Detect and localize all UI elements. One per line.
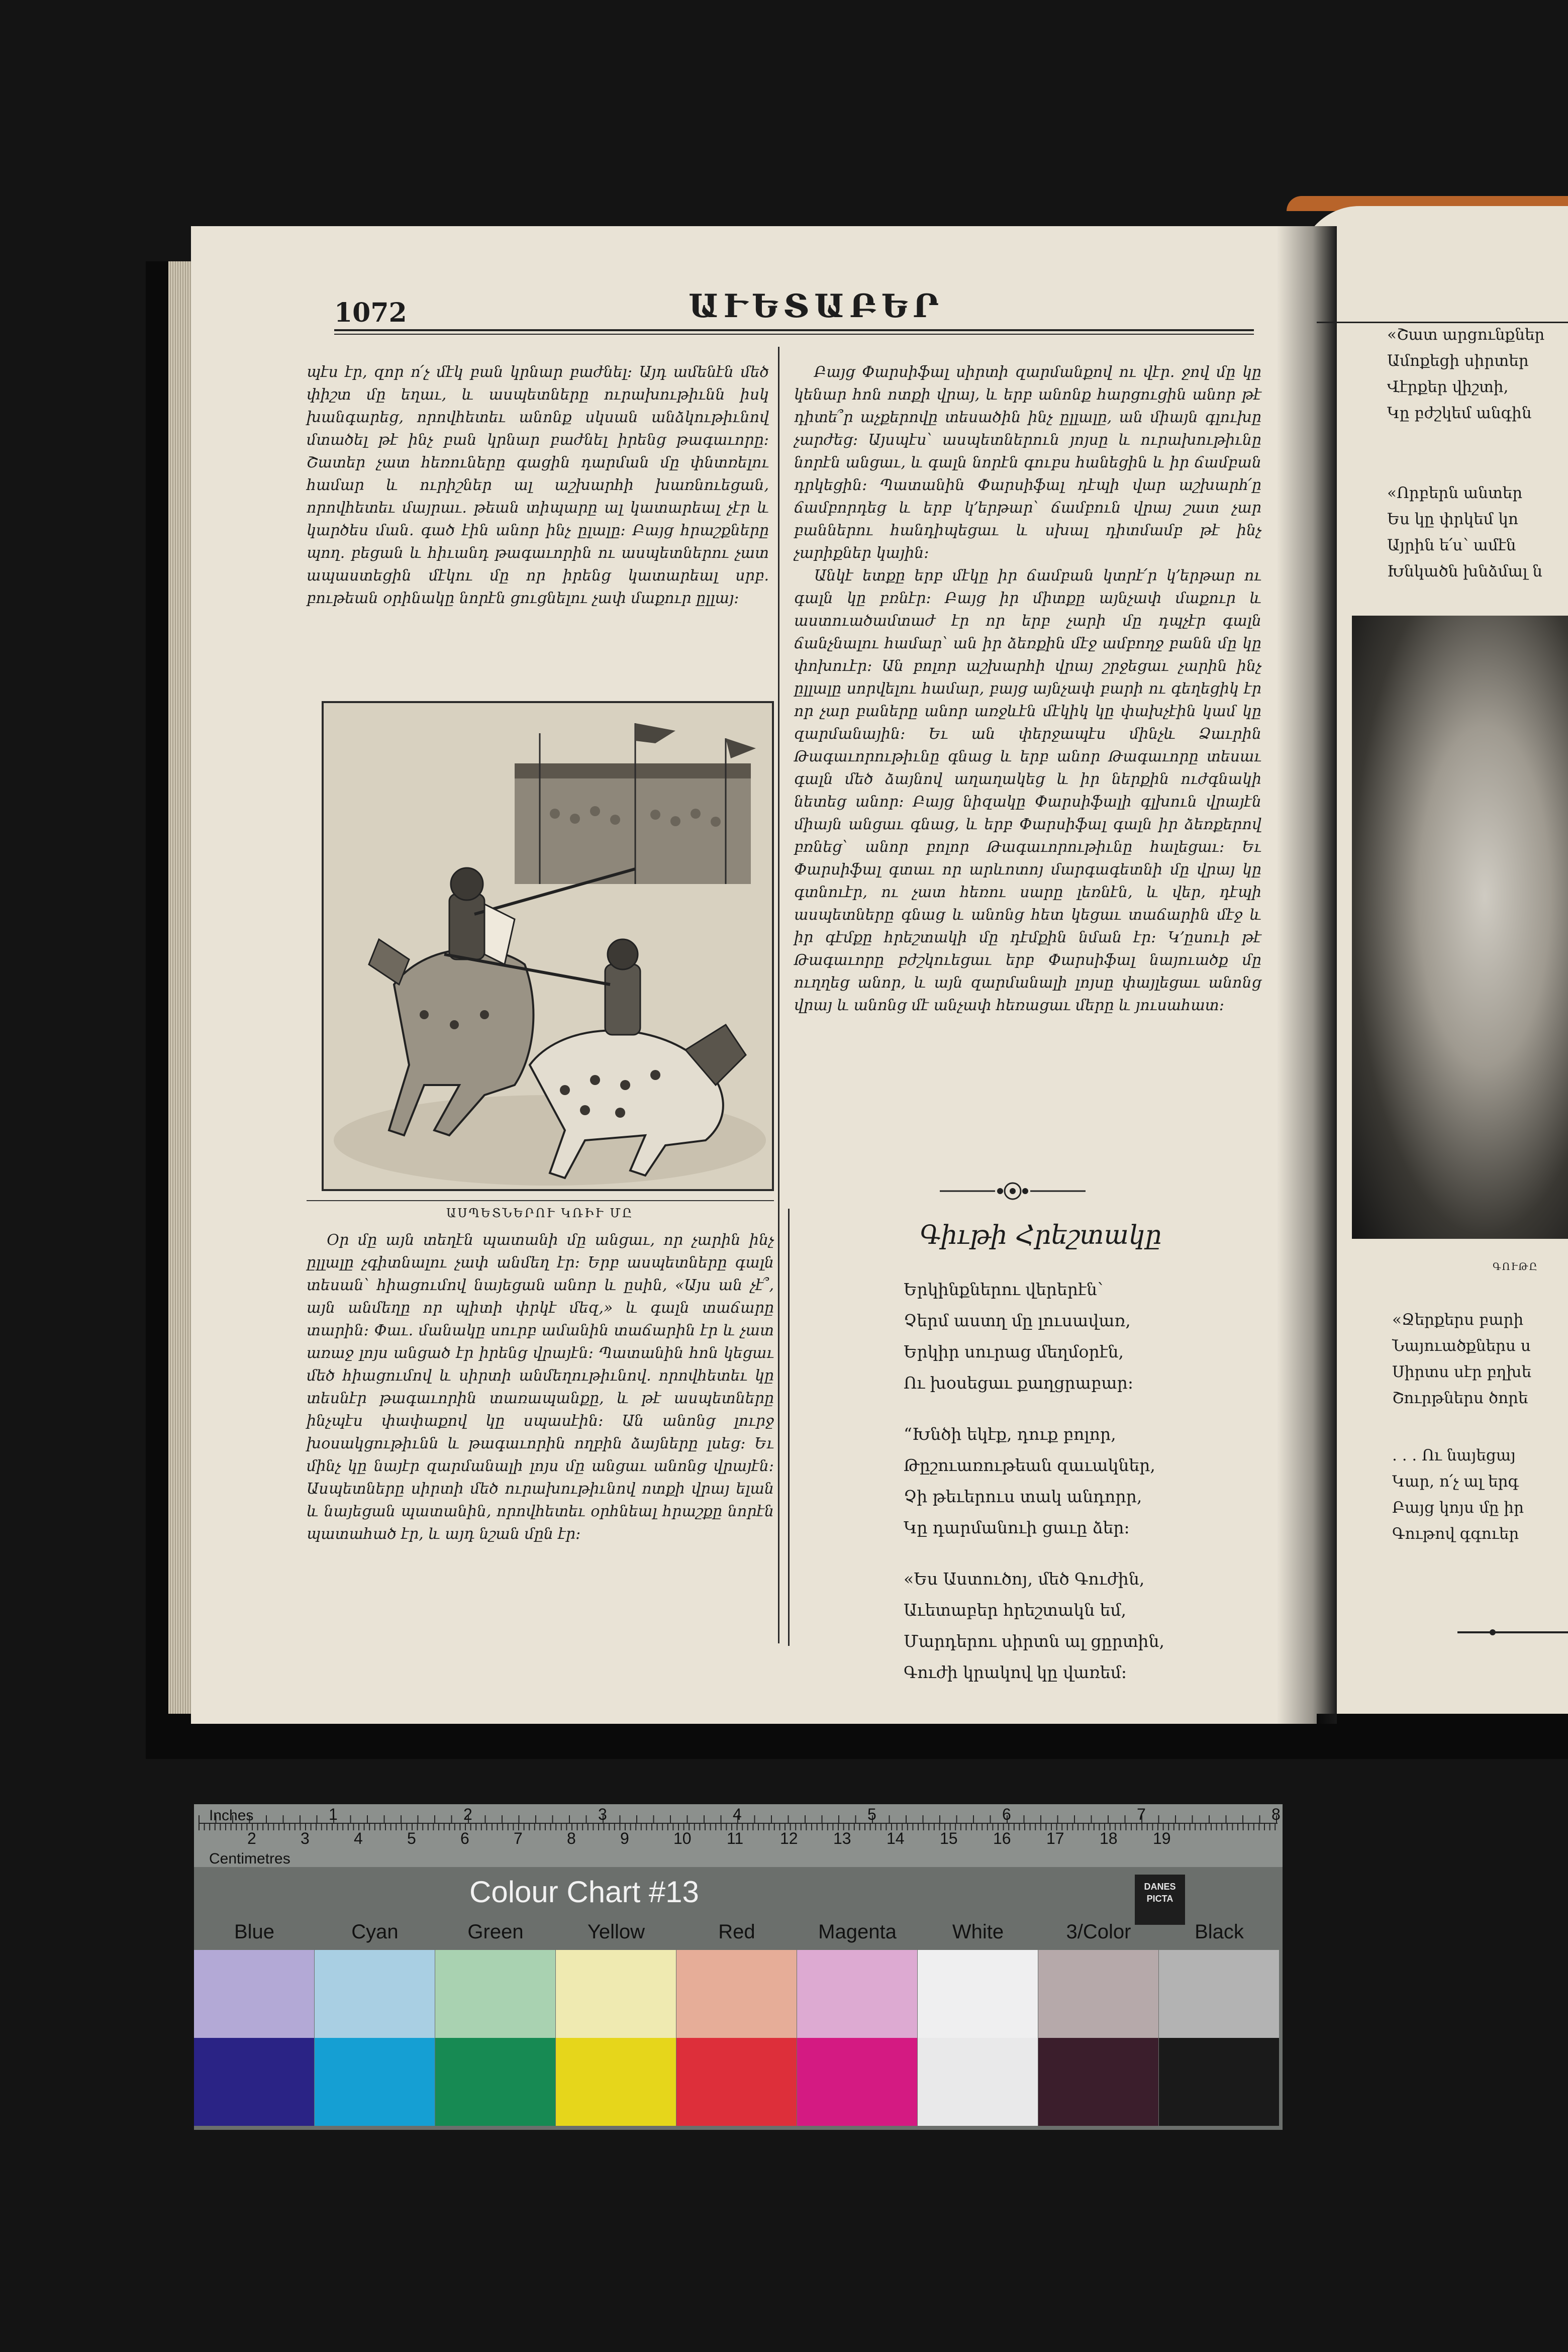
ruler-cm-number: 6 bbox=[460, 1829, 469, 1847]
ruler-cm-number: 16 bbox=[993, 1829, 1011, 1847]
swatch-label: 3/Color bbox=[1066, 1921, 1131, 1943]
ruler-cm-number: 17 bbox=[1046, 1829, 1064, 1847]
column-right bbox=[794, 361, 1261, 1017]
ornament-divider-icon bbox=[940, 1181, 1086, 1201]
ruler-inch-number: 1 bbox=[329, 1805, 338, 1823]
bottom-column-divider bbox=[788, 1209, 790, 1646]
right-page-line: Վէրքեր վիշտի, bbox=[1387, 378, 1509, 396]
ruler-cm-number: 18 bbox=[1100, 1829, 1118, 1847]
swatch-dark bbox=[556, 2038, 676, 2126]
column-left-bottom-paragraph: Օր մը այն տեղէն պատանի մը անցաւ, որ չարին ինչ ըլլալը չգիտնալու չափ անմեղ էր։ Երբ ասպետները գալն տեսան՝ հիացումով նայեցան անոր և ըսին, «Այս ան չէ՞, այն անմեղը որ պիտի փրկէ մեզ,» և գալն տաճարը տարին։ Փաւ. մանակը սուրբ ամանին տաճարին էր և չատ առաջ լոյս անցած էր իրենց վրայէն։ Պատանին հոն կեցաւ մեծ հիացումով և սիրտի անմեղութիւնով. որովհետեւ կը տեսնէր թագաւորին տառապանքը, և թէ ասպետները ինչպէս փափաքով կը սպասէին։ Ան անոնց լուրջ խօսակցութիւնն և թագաւորին ողբին ձայները լսեց։ Եւ մինչ կը նայէր զարմանալի լոյս մը անցաւ անոնց վրայէն։ Ասպետները սիրտի մեծ ուրախութիւնով ոտքի վրայ ելան և նայեցան պատանին, որովհետեւ օրհնեալ հրաշքը նորէն պատահած էր, և այդ նշան մըն էր։ bbox=[307, 1231, 774, 1543]
right-page-line: Նայուածքներս ս bbox=[1392, 1337, 1531, 1355]
poem-line: Չի թեւերուս տակ անդորր, bbox=[904, 1487, 1142, 1506]
swatch-dark bbox=[918, 2038, 1038, 2126]
column-left-top-paragraph: պէս էր, զոր ո՛չ մէկ բան կրնար բաժնել։ Այդ ամենէն մեծ փիշտ մը եղաւ, և ասպետները ուրախութիւնն իսկ խանգարեց, որովհետեւ անոնք սկսան անձկութիւնով մտածել թէ ինչ բան կրնար բաժնել իրենց թագաւորը։ Շատեր չատ հեռուները գացին դարման մը փնտռելու համար և ուրիշներ ալ աշխարհի խառնուեցան, որովհետեւ մայրաւ. թեան տիպարը ալ կատարեալ չէր և կարծես ման. գած էին անոր ինչ ըլալը։ Բայց հրաշքները պող. բեցան և հիւանդ թագաւորին ու ասպետներու չատ ապաստեցին մէկու մը որ իրենց կատարեալ սրբ. բութեան օրինակը նորէն ցուցնելու չափ մաքուր ըլլայ։ bbox=[307, 363, 769, 607]
right-page-line: «Որբերն անտեր bbox=[1387, 484, 1523, 502]
poem-line: Գուժի կրակով կը վառեմ։ bbox=[904, 1662, 1127, 1682]
ruler-cm-number: 15 bbox=[940, 1829, 958, 1847]
swatch-light bbox=[315, 1950, 435, 2038]
poem-line: Ու խօսեցաւ քաղցրաբար։ bbox=[904, 1373, 1134, 1393]
ruler-inch-number: 5 bbox=[867, 1805, 876, 1823]
colour-chart bbox=[194, 1804, 1283, 2130]
right-page-line: «Ջերքերս բարի bbox=[1392, 1311, 1524, 1329]
page-title: ԱՒԵՏԱԲԵՐ bbox=[689, 287, 944, 325]
right-page-caption: ԳՈՒԹԸ bbox=[1493, 1260, 1538, 1272]
page-number: 1072 bbox=[334, 298, 407, 328]
ruler-cm-number: 14 bbox=[887, 1829, 905, 1847]
ruler-inch-number: 2 bbox=[463, 1805, 472, 1823]
column-right-paragraph-2: Անկէ ետքը երբ մէկը իր ճամբան կտրէ՛ր կ՚երթար ու գալն կը բռնէր։ Բայց իր միտքը այնչափ մաքուր և աստուածամտաժ էր որ երբ չարի մը դպչէր գալն ճանչնալու համար՝ ան իր ձեռքին մէջ ամբողջ բանն մը կը փոխուէր։ Ան բոլոր աշխարհի վրայ շրջեցաւ չարին ինչ ըլլալը սորվելու համար, բայց այնչափ բարի ու գեղեցիկ էր որ չար բաները անոր առջևէն մէկիկ կը փախչէին կամ կը զարմանային։ Եւ ան փերջապէս մինչև Ձաւրին Թագաւորութիւնը գնաց և երբ անոր Թագաւորը տեսաւ գալն մեծ ձայնով աղաղակեց և իր ներքին ուժգնակի նետեց անոր։ Բայց նիզակը Փարսիֆալի գլխուն վրայէն միայն անցաւ գնաց, և երբ Փարսիֆալ գալն իր ձեռքերով բռնեց՝ անոր բոլոր Թագաւորութիւնը հալեցաւ։ Եւ Փարսիֆալ գտաւ որ արևոտոյ մարգագետնի մը վրայ կը գտնուէր, ու չատ հեռու սարը լեռնէն, և վեր, դէպի ասպետները գնաց և անոնց հետ կեցաւ տաճարին մէջ և իր գէմքը հրեշտակի մը դէմքին նման էր։ Կ՚ըսուի թէ Թագաւորը բժշկուեցաւ երբ Փարսիֆալ նայուածք մը ուղղեց անոր, և այն զարմանալի լոյսը փայլեցաւ անոնց վրայ և անոնց մէ անչափ հեռացաւ մերը և յուսահատ։ bbox=[794, 567, 1261, 1014]
swatch-label: Red bbox=[718, 1921, 755, 1943]
ruler-cm-number: 19 bbox=[1153, 1829, 1171, 1847]
right-page-top-verse bbox=[1387, 322, 1544, 426]
right-page-line: «Շատ արցունքներ bbox=[1387, 326, 1545, 344]
swatch-light bbox=[435, 1950, 555, 2038]
jousting-knights-image bbox=[324, 703, 772, 1189]
swatch-light bbox=[676, 1950, 797, 2038]
swatch-light bbox=[1159, 1950, 1279, 2038]
ruler-cm-number: 11 bbox=[727, 1829, 744, 1847]
ruler-cm-number: 7 bbox=[514, 1829, 523, 1847]
swatch-light bbox=[918, 1950, 1038, 2038]
right-page-line: Ամոքեցի սիրտեր bbox=[1387, 352, 1529, 370]
swatch-light bbox=[194, 1950, 314, 2038]
right-page-line: Կը բժշկեմ անգին bbox=[1387, 404, 1532, 422]
right-page-line: Ես կը փրկեմ կո bbox=[1387, 510, 1518, 528]
ruler-inch-number: 8 bbox=[1271, 1805, 1281, 1823]
ruler bbox=[194, 1804, 1283, 1867]
swatch-dark bbox=[435, 2038, 555, 2126]
colour-chart-title: Colour Chart #13 bbox=[469, 1875, 699, 1909]
right-page-photograph bbox=[1352, 616, 1568, 1239]
right-page-line: Սիրտս սէր բղխե bbox=[1392, 1363, 1532, 1381]
ruler-cm-number: 8 bbox=[567, 1829, 576, 1847]
ruler-inches-label: Inches bbox=[209, 1807, 254, 1824]
poem-title: Գիւթի Հրեշտակը bbox=[920, 1220, 1162, 1250]
ruler-inch-number: 3 bbox=[598, 1805, 607, 1823]
ruler-cm-number: 9 bbox=[620, 1829, 629, 1847]
right-page-line: Խնկածն խնձմալ ն bbox=[1387, 562, 1542, 580]
right-page-end-verse bbox=[1392, 1442, 1524, 1547]
swatch-light bbox=[556, 1950, 676, 2038]
poem-line: Չերմ աստղ մը լուսավառ, bbox=[904, 1311, 1131, 1330]
right-page-bottom-verse bbox=[1392, 1307, 1531, 1411]
column-left-bottom bbox=[307, 1229, 774, 1545]
ruler-cm-number: 10 bbox=[673, 1829, 692, 1847]
right-page-line: Շուրթներս ծորե bbox=[1392, 1389, 1528, 1407]
swatch-dark bbox=[194, 2038, 314, 2126]
ruler-cm-number: 12 bbox=[780, 1829, 798, 1847]
poem-line: Թըշուառութեան զաւակներ, bbox=[904, 1455, 1155, 1475]
swatch-label: Green bbox=[467, 1921, 524, 1943]
ruler-cm-number: 4 bbox=[354, 1829, 363, 1847]
book-gutter bbox=[1277, 226, 1337, 1724]
ruler-inch-number: 7 bbox=[1137, 1805, 1146, 1823]
poem-line: Աւետաբեր հրեշտակն եմ, bbox=[904, 1600, 1127, 1620]
swatch-light bbox=[797, 1950, 917, 2038]
poem-line: Մարդերու սիրտն ալ ցըրտին, bbox=[904, 1631, 1164, 1651]
caption-rule bbox=[307, 1200, 774, 1201]
swatch-label: Blue bbox=[234, 1921, 275, 1943]
poem-line: Երկինքներու վերերէն՝ bbox=[904, 1280, 1103, 1299]
swatch-label: Yellow bbox=[587, 1921, 645, 1943]
swatch-label: White bbox=[952, 1921, 1004, 1943]
ruler-centimetres-label: Centimetres bbox=[209, 1850, 290, 1867]
ruler-cm-number: 5 bbox=[407, 1829, 416, 1847]
poem bbox=[904, 1274, 1265, 1688]
swatch-dark bbox=[315, 2038, 435, 2126]
ruler-inch-number: 6 bbox=[1002, 1805, 1011, 1823]
ruler-cm-number: 13 bbox=[833, 1829, 851, 1847]
column-left-top bbox=[307, 361, 769, 610]
swatch-dark bbox=[676, 2038, 797, 2126]
right-page-line: . . . Ու նայեցայ bbox=[1392, 1446, 1516, 1464]
poem-line: «Ես Աստուծոյ, մեծ Գուժին, bbox=[904, 1569, 1145, 1589]
header-rule-thin bbox=[334, 334, 1254, 335]
swatch-light bbox=[1038, 1950, 1158, 2038]
poem-line: Կը դարմանուի ցաւը ձեր։ bbox=[904, 1518, 1130, 1537]
ruler-cm-number: 3 bbox=[301, 1829, 310, 1847]
ruler-cm-number: 2 bbox=[247, 1829, 256, 1847]
swatch-label: Magenta bbox=[818, 1921, 897, 1943]
poem-line: Երկիր սուրաց մեղմօրէն, bbox=[904, 1342, 1124, 1361]
right-page-line: Կար, ո՛չ ալ երգ bbox=[1392, 1473, 1519, 1491]
right-page-line: Բայց կոյս մը իր bbox=[1392, 1499, 1524, 1517]
jousting-knights-illustration bbox=[322, 701, 774, 1191]
swatch-label: Black bbox=[1195, 1921, 1244, 1943]
column-divider bbox=[778, 347, 779, 1643]
swatch-dark bbox=[797, 2038, 917, 2126]
right-page-line: Այրին ե՛ս՝ ամէն bbox=[1387, 536, 1516, 554]
right-page-ornament-icon bbox=[1457, 1627, 1568, 1637]
swatch-label: Cyan bbox=[351, 1921, 399, 1943]
column-right-paragraph-1: Բայց Փարսիֆալ սիրտի զարմանքով ու վէր. ջով մը կը կենար հոն ոտքի վրայ, և երբ անոնք հարցուցին անոր թէ դիտե՞ր աչքերովը տեսածին ինչ ըլլալը, ան միայն գլուխը չարժեց։ Այսպէս՝ ասպետներուն յոյսը և ուրախութիւնը նորէն անցաւ, և գալն նորէն գուբս հանեցին և իր ճամբան դրկեցին։ Պատանին Փարսիֆալ դէպի վար աշխարհ՛ը ճամբորդեց և երբ կ՚երթար՝ ճամբուն վրայ շատ չար բաններու հանդիպեցաւ և սխալ դիտմամբ թէ ինչ չարիքներ կային։ bbox=[794, 363, 1261, 562]
swatch-dark bbox=[1038, 2038, 1158, 2126]
poem-line: “Խնծի եկէք, դուք բոլոր, bbox=[904, 1424, 1116, 1444]
illustration-caption: ԱՍՊԵՏՆԵՐՈՒ ԿՌԻՒ ՄԸ bbox=[446, 1206, 634, 1220]
header-rule bbox=[334, 329, 1254, 331]
right-page-mid-verse bbox=[1387, 480, 1542, 584]
swatch-dark bbox=[1159, 2038, 1279, 2126]
brand-logo: DANES PICTA bbox=[1135, 1875, 1185, 1925]
right-page-line: Գութով գգուեր bbox=[1392, 1525, 1519, 1543]
ruler-inch-number: 4 bbox=[733, 1805, 742, 1823]
